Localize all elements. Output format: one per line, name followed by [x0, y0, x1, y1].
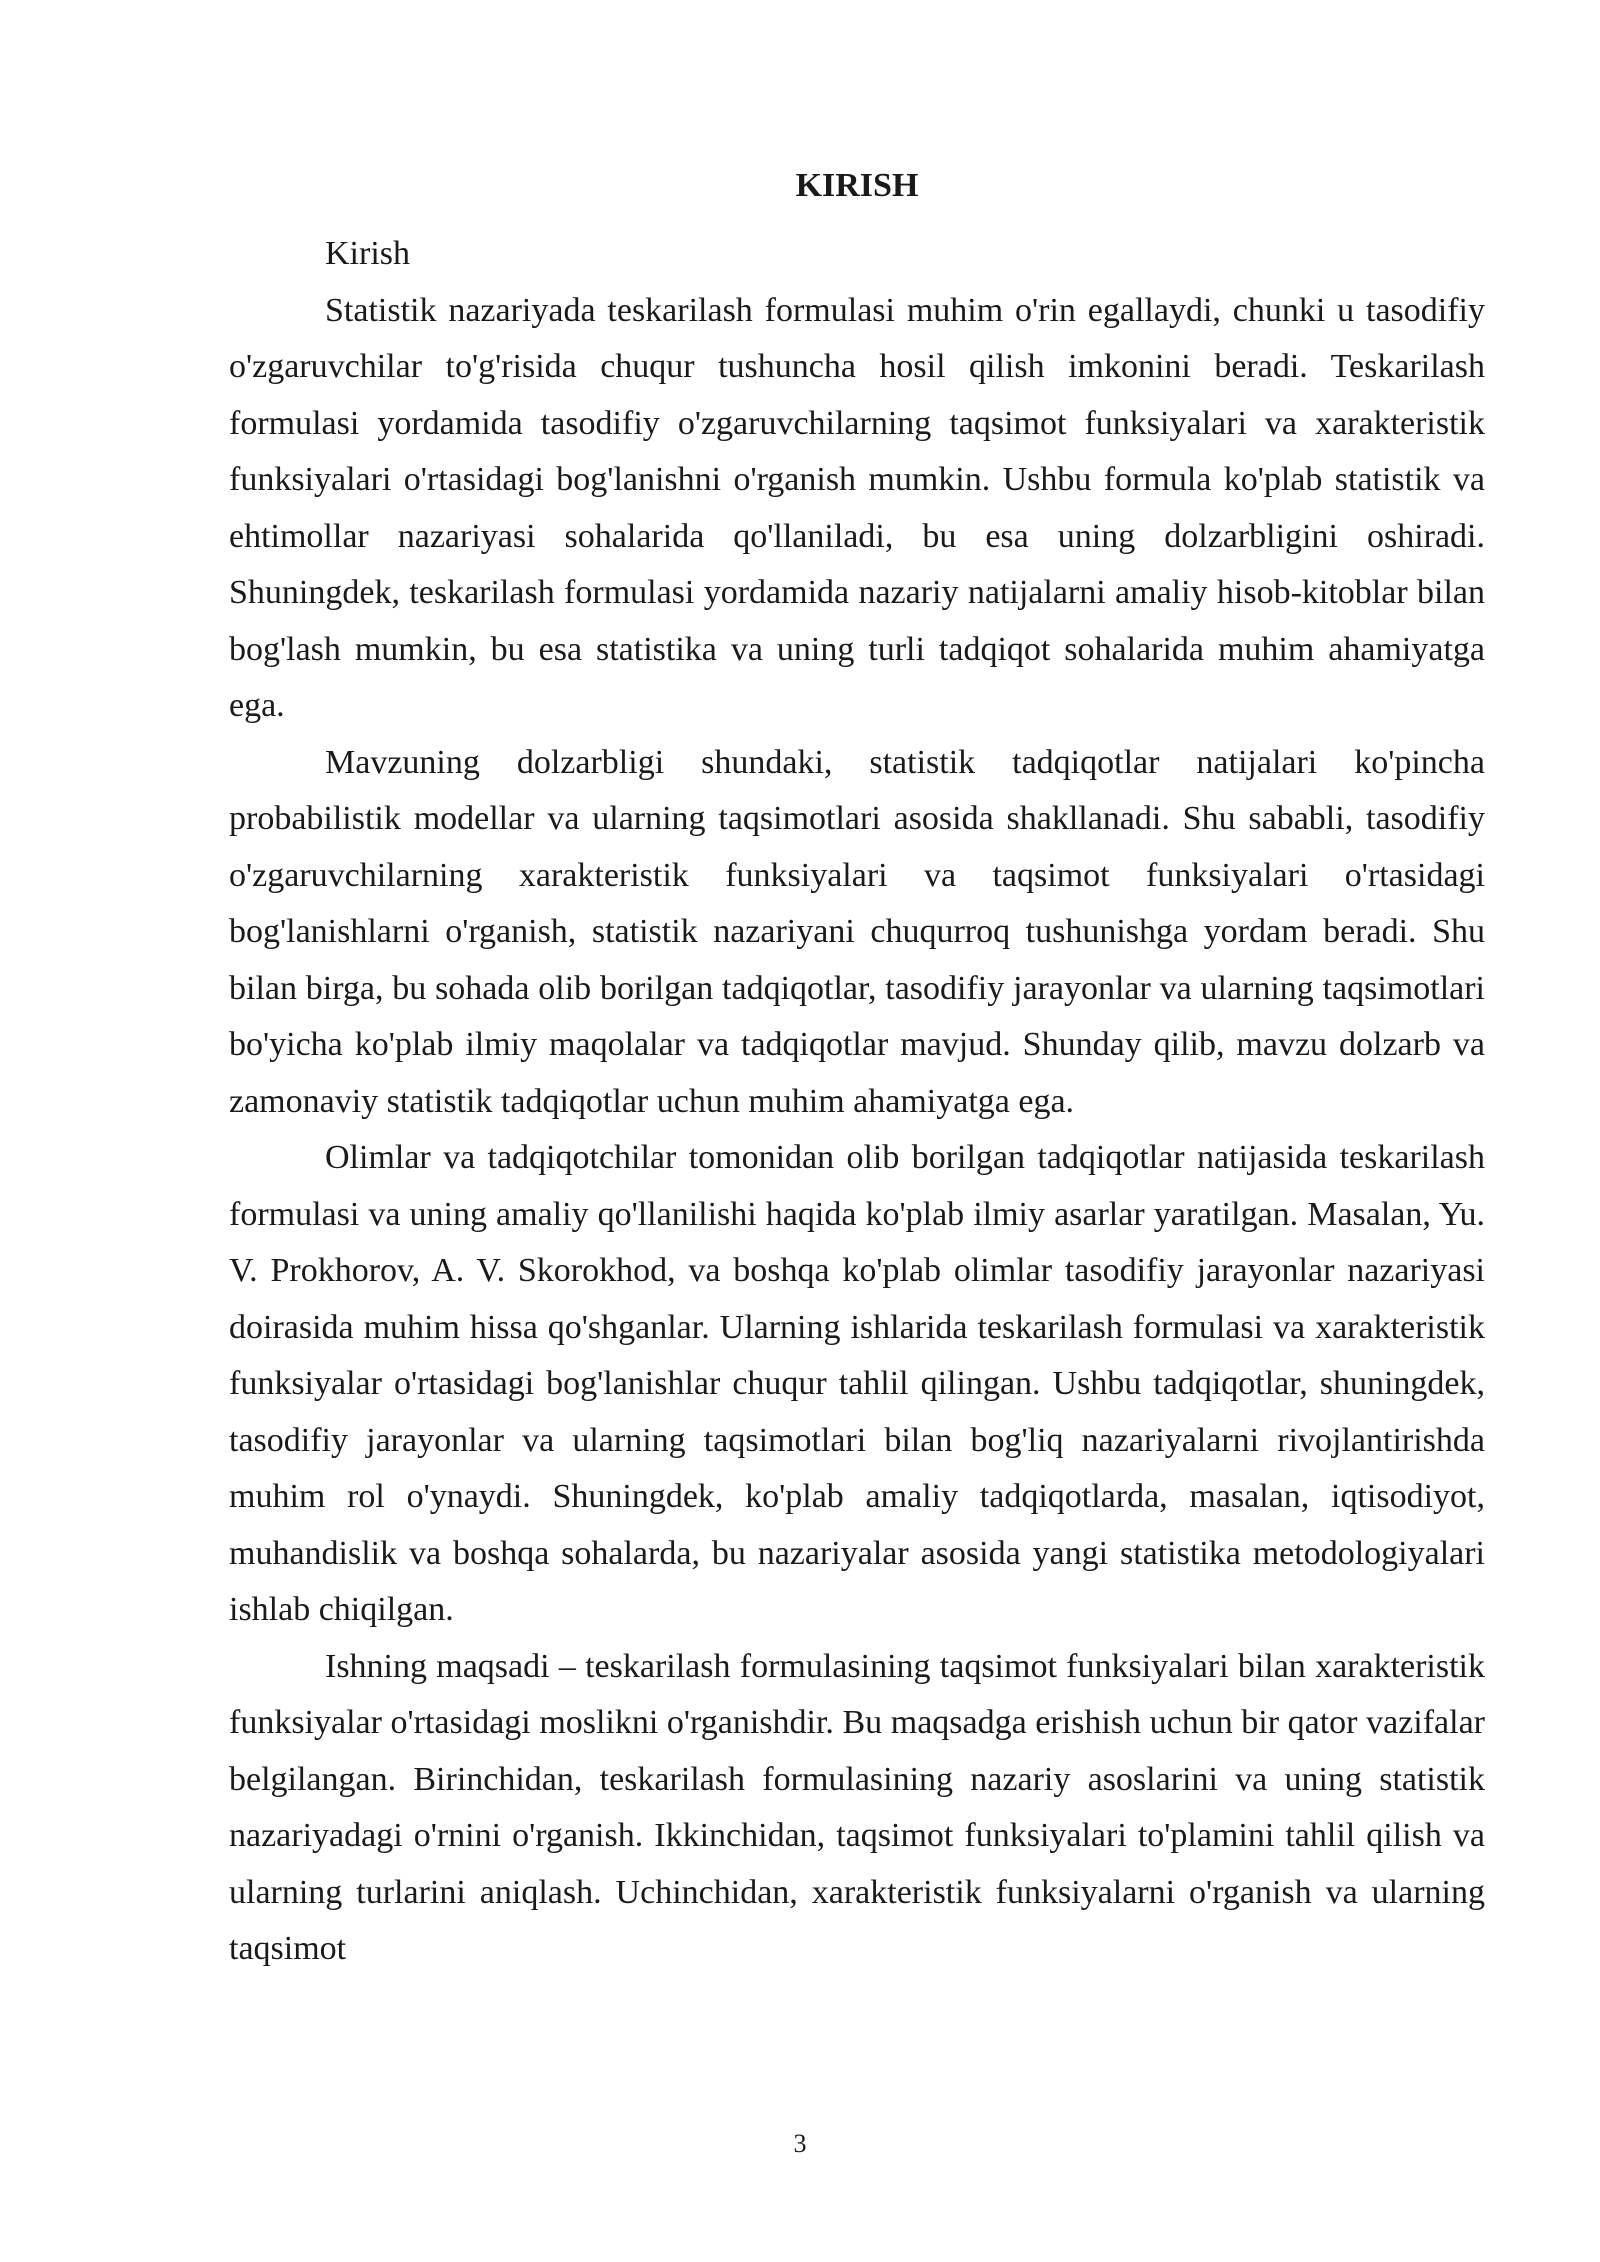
- paragraph-intro: Statistik nazariyada teskarilash formulasi muhim o'rin egallaydi, chunki u tasodifiy o'zgaruvchilar to'g'risida chuqur tushuncha hosil qilish imkonini beradi. Teskarilash formulasi yordamida tasodifiy o'zgaruvchilarning taqsimot funksiyalari va xarakteristik funksiyalari o'rtasidagi bog'lanishni o'rganish mumkin. Ushbu formula ko'plab statistik va ehtimollar nazariyasi sohalarida qo'llaniladi, bu esa uning dolzarbligini oshiradi. Shuningdek, teskarilash formulasi yordamida nazariy natijalarni amaliy hisob-kitoblar bilan bog'lash mumkin, bu esa statistika va uning turli tadqiqot sohalarida muhim ahamiyatga ega.: [229, 291, 1485, 724]
- paragraph-literature: Olimlar va tadqiqotchilar tomonidan olib borilgan tadqiqotlar natijasida teskarilash formulasi va uning amaliy qo'llanilishi haqida ko'plab ilmiy asarlar yaratilgan. Masalan, Yu. V. Prokhorov, A. V. Skorokhod, va boshqa ko'plab olimlar tasodifiy jarayonlar nazariyasi doirasida muhim hissa qo'shganlar. Ularning ishlarida teskarilash formulasi va xarakteristik funksiyalar o'rtasidagi bog'lanishlar chuqur tahlil qilingan. Ushbu tadqiqotlar, shuningdek, tasodifiy jarayonlar va ularning taqsimotlari bilan bog'liq nazariyalarni rivojlantirishda muhim rol o'ynaydi. Shuningdek, ko'plab amaliy tadqiqotlarda, masalan, iqtisodiyot, muhandislik va boshqa sohalarda, bu nazariyalar asosida yangi statistika metodologiyalari ishlab chiqilgan.: [229, 1139, 1485, 1628]
- paragraph-relevance: Mavzuning dolzarbligi shundaki, statistik tadqiqotlar natijalari ko'pincha probabilistik modellar va ularning taqsimotlari asosida shakllanadi. Shu sababli, tasodifiy o'zgaruvchilarning xarakteristik funksiyalari va taqsimot funksiyalari o'rtasidagi bog'lanishlarni o'rganish, statistik nazariyani chuqurroq tushunishga yordam beradi. Shu bilan birga, bu sohada olib borilgan tadqiqotlar, tasodifiy jarayonlar va ularning taqsimotlari bo'yicha ko'plab ilmiy maqolalar va tadqiqotlar mavjud. Shunday qilib, mavzu dolzarb va zamonaviy statistik tadqiqotlar uchun muhim ahamiyatga ega.: [229, 743, 1485, 1120]
- paragraph-goal: Ishning maqsadi – teskarilash formulasining taqsimot funksiyalari bilan xarakteristik funksiyalar o'rtasidagi moslikni o'rganishdir. Bu maqsadga erishish uchun bir qator vazifalar belgilangan. Birinchidan, teskarilash formulasining nazariy asoslarini va uning statistik nazariyadagi o'rnini o'rganish. Ikkinchidan, taqsimot funksiyalari to'plamini tahlil qilish va ularning turlarini aniqlash. Uchinchidan, xarakteristik funksiyalarni o'rganish va ularning taqsimot: [229, 1647, 1485, 1967]
- section-subtitle: Kirish: [325, 235, 410, 272]
- page-number: 3: [793, 2129, 807, 2158]
- document-page: [229, 158, 1485, 1978]
- page-title: KIRISH: [795, 167, 919, 204]
